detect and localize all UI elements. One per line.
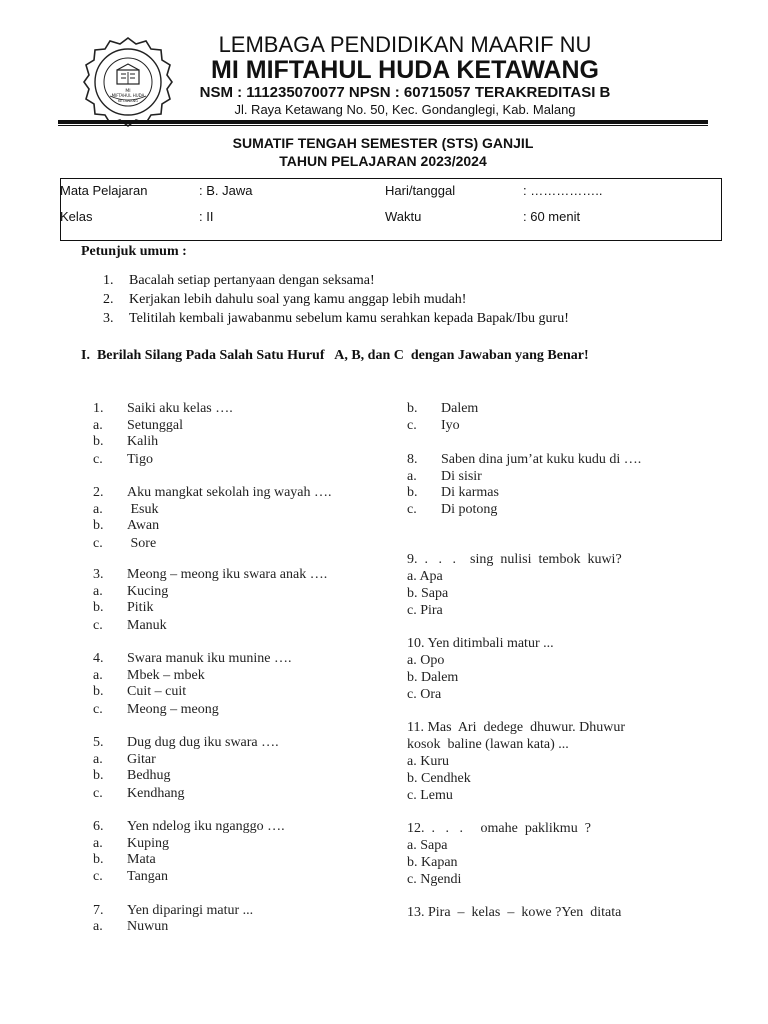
item-marker: b.: [93, 684, 104, 699]
item-marker: a.: [93, 502, 103, 517]
answer-option: [93, 702, 219, 718]
item-marker: c.: [407, 502, 417, 517]
item-marker: b.: [407, 401, 418, 416]
item-marker: b.: [93, 518, 104, 533]
school-address: Jl. Raya Ketawang No. 50, Kec. Gondanglegi, Kab. Malang: [234, 102, 576, 117]
item-text: c. Ngendi: [407, 872, 462, 887]
item-marker: c.: [93, 869, 103, 884]
question-line: [407, 788, 453, 804]
item-text: Iyo: [441, 418, 460, 433]
header-divider: [58, 120, 708, 124]
item-text: Mbek – mbek: [127, 668, 205, 683]
question-item: [93, 401, 233, 417]
item-marker: a.: [93, 418, 103, 433]
exam-year: TAHUN PELAJARAN 2023/2024: [279, 153, 487, 169]
item-text: a. Kuru: [407, 754, 449, 769]
item-marker: 4.: [93, 651, 104, 666]
answer-option: [93, 684, 186, 700]
item-marker: 2.: [93, 485, 104, 500]
exam-title: SUMATIF TENGAH SEMESTER (STS) GANJIL: [232, 135, 534, 151]
question-line: [407, 720, 625, 736]
svg-text:MIFTAHUL HUDA: MIFTAHUL HUDA: [111, 93, 145, 98]
item-text: c. Ora: [407, 687, 442, 702]
question-line: [407, 469, 482, 485]
question-line: [407, 855, 458, 871]
item-marker: 1.: [93, 401, 104, 416]
item-text: Esuk: [127, 502, 159, 517]
item-text: Kuping: [127, 836, 169, 851]
item-text: Di potong: [441, 502, 498, 517]
answer-option: [93, 518, 159, 534]
svg-text:KETAWANG: KETAWANG: [117, 99, 139, 103]
answer-option: [93, 786, 185, 802]
item-text: a. Opo: [407, 653, 445, 668]
item-marker: b.: [93, 600, 104, 615]
item-text: Kucing: [127, 584, 169, 599]
item-text: Kendhang: [127, 786, 185, 801]
item-text: c. Lemu: [407, 788, 453, 803]
item-text: Manuk: [127, 618, 167, 633]
item-text: Bedhug: [127, 768, 171, 783]
item-text: b. Kapan: [407, 855, 458, 870]
item-text: Aku mangkat sekolah ing wayah ….: [127, 485, 332, 500]
item-marker: b.: [407, 485, 418, 500]
item-text: Setunggal: [127, 418, 183, 433]
item-marker: a.: [407, 469, 417, 484]
question-item: [93, 651, 291, 667]
question-line: [407, 737, 569, 753]
item-text: 11. Mas Ari dedege dhuwur. Dhuwur: [407, 720, 626, 735]
answer-option: [93, 768, 171, 784]
item-text: 10. Yen ditimbali matur ...: [407, 636, 554, 651]
question-line: [407, 905, 621, 921]
question-line: [407, 569, 443, 585]
answer-option: [93, 502, 159, 518]
institution-name: LEMBAGA PENDIDIKAN MAARIF NU: [218, 32, 592, 57]
question-line: [407, 452, 641, 468]
question-item: [93, 819, 285, 835]
item-text: Dug dug dug iku swara ….: [127, 735, 279, 750]
question-line: [407, 502, 497, 518]
item-text: a. Apa: [407, 569, 443, 584]
class-value: : II: [199, 209, 214, 224]
item-marker: a.: [93, 836, 103, 851]
question-line: [407, 838, 447, 854]
question-line: [407, 485, 499, 501]
class-label: Kelas: [60, 209, 93, 224]
item-text: Kalih: [127, 434, 159, 449]
answer-option: [93, 600, 153, 616]
instruction-item: 3. Telitilah kembali jawabanmu sebelum kamu serahkan kepada Bapak/Ibu guru!: [103, 311, 569, 326]
school-ids: NSM : 111235070077 NPSN : 60715057 TERAKREDITASI B: [199, 84, 611, 101]
question-line: [407, 670, 458, 686]
item-text: Meong – meong iku swara anak ….: [127, 567, 328, 582]
question-line: [407, 418, 460, 434]
question-line: [407, 771, 471, 787]
question-item: [93, 903, 253, 919]
item-marker: c.: [93, 536, 103, 551]
item-marker: a.: [93, 584, 103, 599]
item-text: Tangan: [127, 869, 169, 884]
item-marker: c.: [407, 418, 417, 433]
answer-option: [93, 584, 168, 600]
date-label: Hari/tanggal: [385, 183, 456, 198]
answer-option: [93, 869, 168, 885]
item-text: c. Pira: [407, 603, 443, 618]
item-marker: c.: [93, 452, 103, 467]
item-text: Di karmas: [441, 485, 499, 500]
question-line: [407, 586, 448, 602]
item-text: b. Dalem: [407, 670, 459, 685]
item-marker: 7.: [93, 903, 104, 918]
question-line: [407, 603, 443, 619]
item-text: Sore: [127, 536, 157, 551]
item-text: Saben dina jum’at kuku kudu di ….: [441, 452, 642, 467]
item-marker: c.: [93, 618, 103, 633]
item-text: Cuit – cuit: [127, 684, 187, 699]
item-text: Mata: [127, 852, 156, 867]
question-line: [407, 401, 478, 417]
school-name: MI MIFTAHUL HUDA KETAWANG: [211, 56, 599, 84]
item-marker: c.: [93, 702, 103, 717]
instructions-title: Petunjuk umum :: [81, 244, 187, 259]
question-item: [93, 485, 332, 501]
question-line: [407, 754, 449, 770]
question-item: [93, 567, 327, 583]
item-text: 9. . . . sing nulisi tembok kuwi?: [407, 552, 622, 567]
answer-option: [93, 452, 153, 468]
answer-option: [93, 919, 168, 935]
item-marker: a.: [93, 668, 103, 683]
question-line: [407, 552, 622, 568]
item-text: Gitar: [127, 752, 156, 767]
item-text: Meong – meong: [127, 702, 219, 717]
item-text: Di sisir: [441, 469, 482, 484]
item-marker: 8.: [407, 452, 418, 467]
question-item: [93, 735, 279, 751]
item-text: Yen ndelog iku nganggo ….: [127, 819, 285, 834]
item-text: 13. Pira – kelas – kowe ?Yen ditata: [407, 905, 622, 920]
item-marker: b.: [93, 434, 104, 449]
item-marker: b.: [93, 768, 104, 783]
svg-text:MI: MI: [125, 89, 131, 94]
date-value: : ……………..: [523, 183, 603, 198]
subject-value: : B. Jawa: [199, 183, 253, 198]
item-text: Pitik: [127, 600, 154, 615]
question-line: [407, 872, 461, 888]
school-logo: [80, 34, 176, 130]
item-text: Nuwun: [127, 919, 169, 934]
item-text: kosok baline (lawan kata) ...: [407, 737, 569, 752]
item-marker: a.: [93, 919, 103, 934]
time-value: : 60 menit: [523, 209, 581, 224]
item-text: b. Sapa: [407, 586, 449, 601]
item-text: Awan: [127, 518, 160, 533]
item-marker: 3.: [93, 567, 104, 582]
item-text: Swara manuk iku munine ….: [127, 651, 292, 666]
answer-option: [93, 752, 156, 768]
item-marker: c.: [93, 786, 103, 801]
instruction-item: 2. Kerjakan lebih dahulu soal yang kamu anggap lebih mudah!: [103, 292, 467, 307]
instructions-list: [103, 271, 569, 328]
item-marker: a.: [93, 752, 103, 767]
question-line: [407, 687, 441, 703]
answer-option: [93, 668, 205, 684]
item-text: 12. . . . omahe paklikmu ?: [407, 821, 591, 836]
question-line: [407, 653, 444, 669]
item-marker: 6.: [93, 819, 104, 834]
answer-option: [93, 418, 183, 434]
answer-option: [93, 536, 156, 552]
item-text: Dalem: [441, 401, 479, 416]
answer-option: [93, 618, 167, 634]
item-marker: b.: [93, 852, 104, 867]
time-label: Waktu: [385, 209, 422, 224]
item-text: b. Cendhek: [407, 771, 471, 786]
item-text: Tigo: [127, 452, 153, 467]
item-text: a. Sapa: [407, 838, 448, 853]
answer-option: [93, 852, 156, 868]
instruction-item: 1. Bacalah setiap pertanyaan dengan seksama!: [103, 273, 375, 288]
header-divider-thin: [58, 125, 708, 126]
item-text: Saiki aku kelas ….: [127, 401, 233, 416]
section-title: I. Berilah Silang Pada Salah Satu Huruf A, B, dan C dengan Jawaban yang Benar!: [81, 348, 589, 363]
question-line: [407, 636, 554, 652]
item-marker: 5.: [93, 735, 104, 750]
question-line: [407, 821, 591, 837]
subject-label: Mata Pelajaran: [60, 183, 148, 198]
item-text: Yen diparingi matur ...: [127, 903, 254, 918]
answer-option: [93, 836, 169, 852]
answer-option: [93, 434, 158, 450]
